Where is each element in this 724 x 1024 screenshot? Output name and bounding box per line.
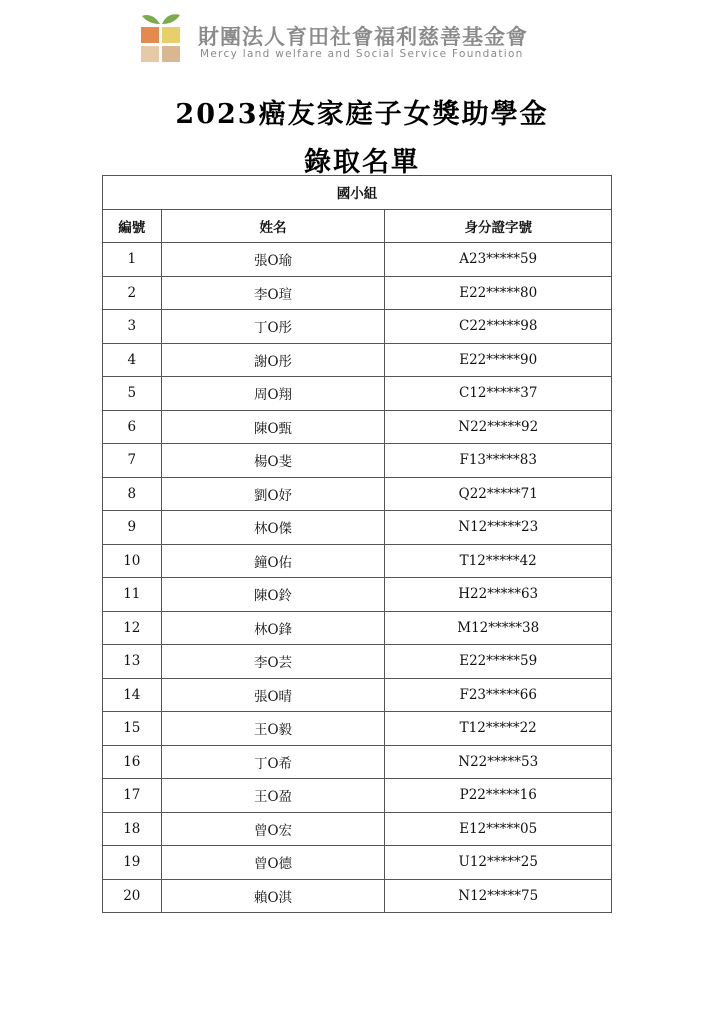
table-row — [103, 444, 612, 478]
column-header-id-number: 身分證字號 — [385, 209, 612, 243]
row-number-cell: 7 — [103, 444, 162, 478]
table-row — [103, 879, 612, 913]
column-header-name: 姓名 — [161, 209, 385, 243]
row-number-cell: 2 — [103, 276, 162, 310]
row-name-cell: 劉O妤 — [161, 477, 385, 511]
row-name-cell: 丁O彤 — [161, 310, 385, 344]
table-row — [103, 243, 612, 277]
logo-block-beige — [141, 46, 159, 62]
row-number-cell: 15 — [103, 712, 162, 746]
table-row — [103, 611, 612, 645]
row-id-number-cell: N12*****23 — [385, 511, 612, 545]
row-id-number-cell: N22*****53 — [385, 745, 612, 779]
row-name-cell: 鐘O佑 — [161, 544, 385, 578]
row-id-number-cell: E22*****90 — [385, 343, 612, 377]
row-id-number-cell: F13*****83 — [385, 444, 612, 478]
row-name-cell: 李O瑄 — [161, 276, 385, 310]
row-number-cell: 10 — [103, 544, 162, 578]
row-number-cell: 11 — [103, 578, 162, 612]
row-name-cell: 陳O鈴 — [161, 578, 385, 612]
row-name-cell: 張O瑜 — [161, 243, 385, 277]
row-id-number-cell: Q22*****71 — [385, 477, 612, 511]
table-row — [103, 377, 612, 411]
row-number-cell: 8 — [103, 477, 162, 511]
row-number-cell: 3 — [103, 310, 162, 344]
row-id-number-cell: E22*****80 — [385, 276, 612, 310]
foundation-name-chinese: 財團法人育田社會福利慈善基金會 — [198, 25, 528, 49]
row-name-cell: 曾O德 — [161, 846, 385, 880]
row-number-cell: 4 — [103, 343, 162, 377]
table-body — [103, 243, 612, 913]
logo-leaf-left — [142, 15, 160, 24]
row-name-cell: 李O芸 — [161, 645, 385, 679]
row-number-cell: 18 — [103, 812, 162, 846]
row-name-cell: 賴O淇 — [161, 879, 385, 913]
group-header-row — [103, 176, 612, 210]
row-id-number-cell: U12*****25 — [385, 846, 612, 880]
row-number-cell: 5 — [103, 377, 162, 411]
row-id-number-cell: P22*****16 — [385, 779, 612, 813]
row-name-cell: 林O傑 — [161, 511, 385, 545]
column-header-number: 編號 — [103, 209, 162, 243]
row-id-number-cell: T12*****42 — [385, 544, 612, 578]
row-id-number-cell: C12*****37 — [385, 377, 612, 411]
row-number-cell: 20 — [103, 879, 162, 913]
table-row — [103, 645, 612, 679]
foundation-logo-icon — [140, 12, 182, 64]
group-label: 國小組 — [103, 176, 612, 210]
row-id-number-cell: T12*****22 — [385, 712, 612, 746]
admission-list-table — [102, 175, 612, 913]
table-row — [103, 310, 612, 344]
row-name-cell: 陳O甄 — [161, 410, 385, 444]
row-id-number-cell: N12*****75 — [385, 879, 612, 913]
row-id-number-cell: M12*****38 — [385, 611, 612, 645]
table-row — [103, 745, 612, 779]
table-row — [103, 846, 612, 880]
row-number-cell: 19 — [103, 846, 162, 880]
table-row — [103, 678, 612, 712]
table-row — [103, 276, 612, 310]
row-id-number-cell: E12*****05 — [385, 812, 612, 846]
table-row — [103, 410, 612, 444]
row-id-number-cell: E22*****59 — [385, 645, 612, 679]
row-id-number-cell: A23*****59 — [385, 243, 612, 277]
row-name-cell: 張O晴 — [161, 678, 385, 712]
table-row — [103, 779, 612, 813]
row-number-cell: 13 — [103, 645, 162, 679]
row-number-cell: 17 — [103, 779, 162, 813]
row-id-number-cell: H22*****63 — [385, 578, 612, 612]
row-id-number-cell: N22*****92 — [385, 410, 612, 444]
row-name-cell: 楊O斐 — [161, 444, 385, 478]
row-name-cell: 曾O宏 — [161, 812, 385, 846]
logo-block-orange — [141, 27, 159, 43]
logo-block-yellow — [162, 27, 180, 43]
row-name-cell: 謝O彤 — [161, 343, 385, 377]
logo-leaf-right — [162, 14, 180, 24]
table-row — [103, 544, 612, 578]
column-header-row — [103, 209, 612, 243]
logo-block-tan — [162, 46, 180, 62]
row-number-cell: 6 — [103, 410, 162, 444]
table-row — [103, 812, 612, 846]
row-name-cell: 林O鋒 — [161, 611, 385, 645]
row-number-cell: 9 — [103, 511, 162, 545]
table-row — [103, 712, 612, 746]
row-id-number-cell: F23*****66 — [385, 678, 612, 712]
row-name-cell: 王O毅 — [161, 712, 385, 746]
table-row — [103, 343, 612, 377]
table-row — [103, 477, 612, 511]
row-number-cell: 14 — [103, 678, 162, 712]
row-id-number-cell: C22*****98 — [385, 310, 612, 344]
document-subtitle: 錄取名單 — [304, 147, 420, 178]
document-title: 2023癌友家庭子女獎助學金 — [175, 99, 549, 130]
row-number-cell: 16 — [103, 745, 162, 779]
table-row — [103, 578, 612, 612]
letterhead — [140, 12, 590, 64]
row-name-cell: 王O盈 — [161, 779, 385, 813]
row-name-cell: 周O翔 — [161, 377, 385, 411]
table-row — [103, 511, 612, 545]
row-name-cell: 丁O希 — [161, 745, 385, 779]
row-number-cell: 12 — [103, 611, 162, 645]
foundation-name-english: Mercy land welfare and Social Service Foundation — [200, 48, 524, 60]
row-number-cell: 1 — [103, 243, 162, 277]
